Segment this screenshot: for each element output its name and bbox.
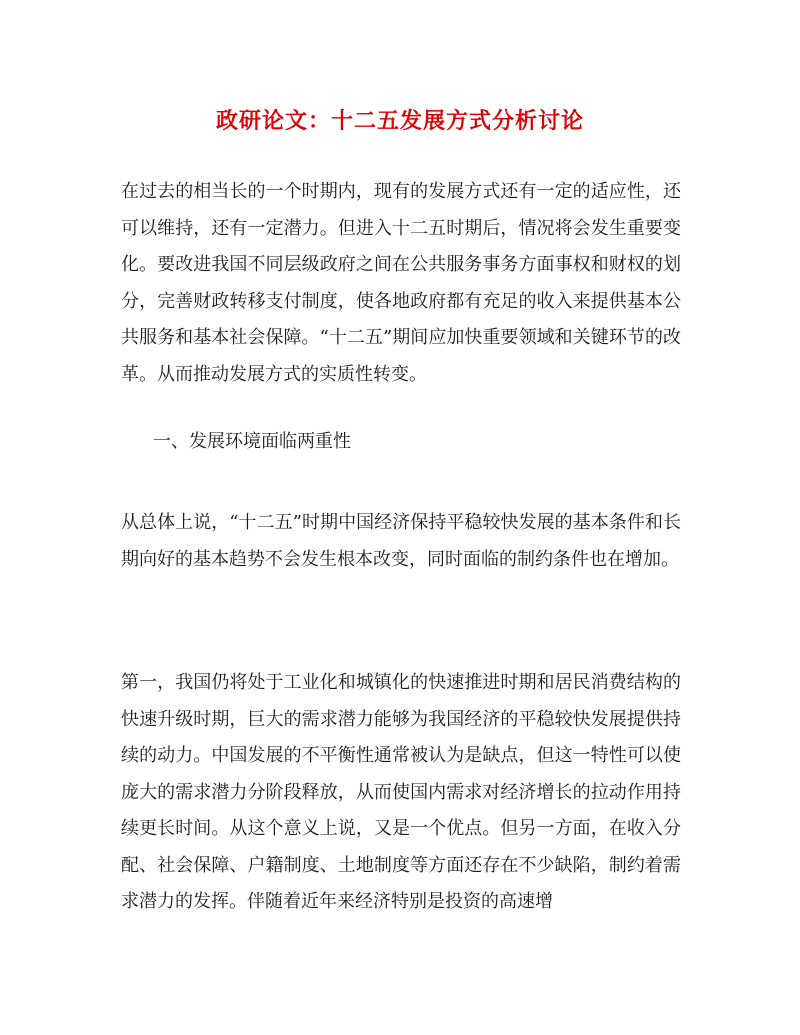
document-title: 政研论文：十二五发展方式分析讨论 (215, 108, 584, 134)
paragraph-intro: 在过去的相当长的一个时期内，现有的发展方式还有一定的适应性，还可以维持，还有一定潜力。但进入十二五时期后，情况将会发生重要变化。要改进我国不同层级政府之间在公共服务事务方面事权和财权的划分，完善财政转移支付制度，使各地政府都有充足的收入来提供基本公共服务和基本社会保障。“十二五”期间应加快重要领域和关键环节的改革。从而推动发展方式的实质性转变。 (121, 181, 681, 385)
paragraph-overview: 从总体上说，“十二五”时期中国经济保持平稳较快发展的基本条件和长期向好的基本趋势不会发生根本改变，同时面临的制约条件也在增加。 (121, 512, 681, 570)
paragraph-first-point: 第一，我国仍将处于工业化和城镇化的快速推进时期和居民消费结构的快速升级时期，巨大的需求潜力能够为我国经济的平稳较快发展提供持续的动力。中国发展的不平衡性通常被认为是缺点，但这一特性可以使庞大的需求潜力分阶段释放，从而使国内需求对经济增长的拉动作用持续更长时间。从这个意义上说，又是一个优点。但另一方面，在收入分配、社会保障、户籍制度、土地制度等方面还存在不少缺陷，制约着需求潜力的发挥。伴随着近年来经济特别是投资的高速增 (121, 672, 681, 912)
section-heading: 一、发展环境面临两重性 (153, 431, 351, 452)
